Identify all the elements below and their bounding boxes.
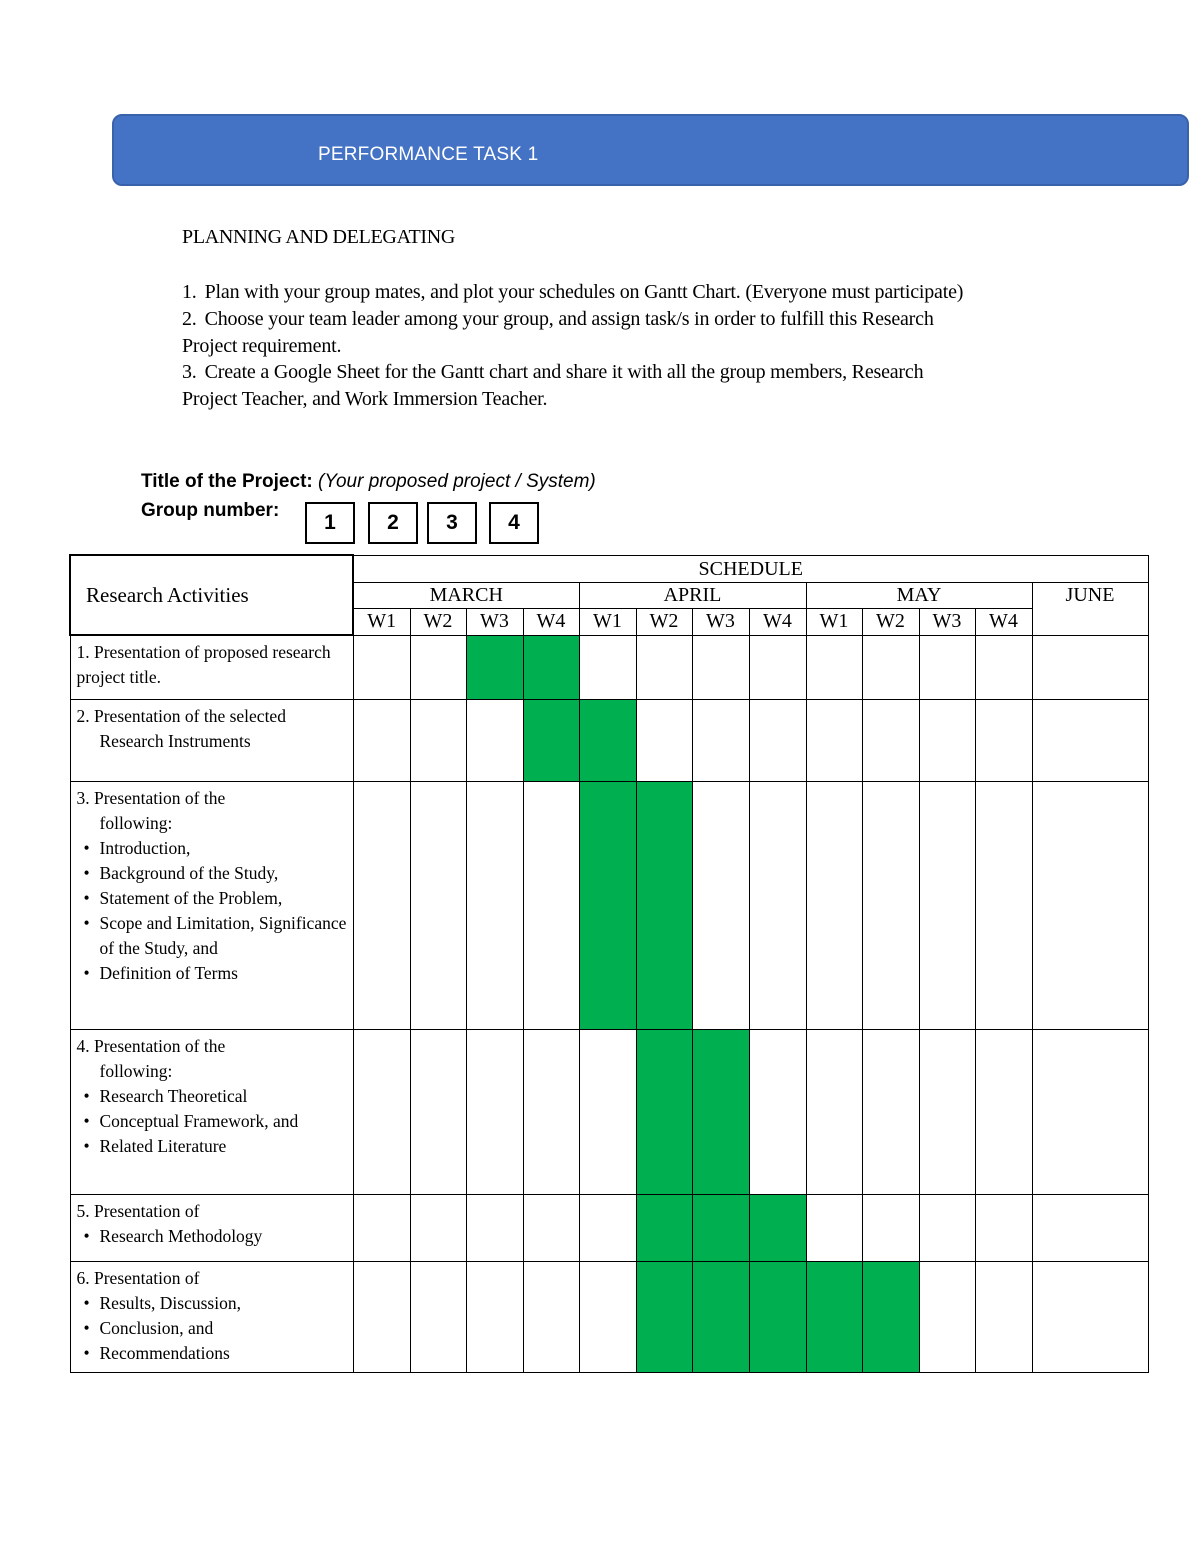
activity-bullet-item: • Recommendations	[77, 1341, 349, 1366]
week-header: W3	[466, 608, 523, 635]
schedule-cell[interactable]	[692, 635, 749, 699]
schedule-cell[interactable]	[862, 699, 919, 781]
bullet-icon: •	[83, 837, 90, 858]
schedule-cell[interactable]	[806, 781, 862, 1029]
schedule-cell-filled[interactable]	[636, 1194, 692, 1261]
activity-bullet-list	[77, 836, 349, 986]
schedule-cell-filled[interactable]	[692, 1261, 749, 1372]
schedule-cell[interactable]	[806, 1194, 862, 1261]
schedule-cell[interactable]	[410, 1029, 466, 1194]
group-number-label: Group number:	[141, 500, 280, 521]
bullet-icon: •	[83, 1135, 90, 1156]
schedule-cell[interactable]	[636, 699, 692, 781]
schedule-cell[interactable]	[862, 635, 919, 699]
activity-row	[70, 781, 1148, 1029]
schedule-cell-filled[interactable]	[523, 635, 579, 699]
schedule-cell[interactable]	[919, 699, 975, 781]
schedule-cell[interactable]	[692, 699, 749, 781]
schedule-cell[interactable]	[919, 1029, 975, 1194]
week-header: W1	[806, 608, 862, 635]
schedule-cell[interactable]	[579, 635, 636, 699]
schedule-cell[interactable]	[523, 1029, 579, 1194]
schedule-cell-filled[interactable]	[636, 1029, 692, 1194]
group-number-box-2[interactable]: 2	[368, 502, 418, 544]
schedule-cell[interactable]	[579, 1261, 636, 1372]
gantt-chart-table	[69, 554, 1149, 1373]
schedule-cell[interactable]	[353, 781, 410, 1029]
activity-bullet-item: • Conclusion, and	[77, 1316, 349, 1341]
activity-bullet-item: • Conceptual Framework, and	[77, 1109, 349, 1134]
group-number-box-4[interactable]: 4	[489, 502, 539, 544]
schedule-cell[interactable]	[353, 1194, 410, 1261]
schedule-cell[interactable]	[410, 1261, 466, 1372]
month-header-may: MAY	[806, 582, 1032, 608]
schedule-cell[interactable]	[862, 1194, 919, 1261]
schedule-cell[interactable]	[862, 1029, 919, 1194]
schedule-header: SCHEDULE	[353, 555, 1148, 582]
schedule-cell[interactable]	[466, 699, 523, 781]
schedule-cell[interactable]	[1032, 699, 1148, 781]
activity-bullet-item: • Statement of the Problem,	[77, 886, 349, 911]
activity-subtitle: Research Instruments	[99, 730, 251, 751]
schedule-cell[interactable]	[806, 1029, 862, 1194]
schedule-cell-filled[interactable]	[692, 1194, 749, 1261]
activity-bullet-item: • Research Theoretical	[77, 1084, 349, 1109]
schedule-cell[interactable]	[975, 635, 1032, 699]
activity-cell	[70, 781, 353, 1029]
title-banner	[112, 114, 1189, 186]
month-header-april: APRIL	[579, 582, 806, 608]
activity-bullet-item: • Background of the Study,	[77, 861, 349, 886]
schedule-cell[interactable]	[523, 1261, 579, 1372]
activity-cell	[70, 635, 353, 699]
schedule-cell-filled[interactable]	[806, 1261, 862, 1372]
schedule-cell[interactable]	[975, 699, 1032, 781]
schedule-cell-filled[interactable]	[692, 1029, 749, 1194]
project-title-label: Title of the Project:	[141, 471, 313, 492]
schedule-cell[interactable]	[975, 1029, 1032, 1194]
schedule-cell[interactable]	[410, 635, 466, 699]
schedule-cell[interactable]	[353, 635, 410, 699]
month-header-march: MARCH	[353, 582, 579, 608]
week-header: W1	[579, 608, 636, 635]
schedule-cell[interactable]	[523, 781, 579, 1029]
activity-row	[70, 1261, 1148, 1372]
bullet-icon: •	[83, 862, 90, 883]
schedule-cell[interactable]	[353, 699, 410, 781]
instruction-item: 2. Choose your team leader among your group, and assign task/s in order to fulfill this Research Project requirement.	[182, 307, 934, 357]
week-header: W3	[919, 608, 975, 635]
schedule-cell-filled[interactable]	[579, 699, 636, 781]
activity-title: 4. Presentation of the	[76, 1035, 226, 1056]
schedule-cell[interactable]	[410, 781, 466, 1029]
instruction-item: 3. Create a Google Sheet for the Gantt chart and share it with all the group members, Research Project Teacher, and Work Immersion Teacher.	[182, 361, 924, 411]
activity-cell	[70, 1194, 353, 1261]
section-heading: PLANNING AND DELEGATING	[182, 226, 456, 248]
schedule-cell[interactable]	[919, 1261, 975, 1372]
week-header: W4	[523, 608, 579, 635]
schedule-cell[interactable]	[410, 1194, 466, 1261]
schedule-cell[interactable]	[749, 1029, 806, 1194]
activity-title: 5. Presentation of	[76, 1200, 200, 1221]
schedule-cell-filled[interactable]	[636, 1261, 692, 1372]
activity-bullet-list	[77, 1291, 349, 1366]
bullet-icon: •	[83, 1225, 90, 1246]
research-activities-header: Research Activities	[70, 555, 353, 635]
schedule-cell-filled[interactable]	[636, 781, 692, 1029]
activity-bullet-list	[77, 1224, 349, 1249]
activity-subtitle: following:	[99, 1060, 173, 1081]
schedule-cell-filled[interactable]	[523, 699, 579, 781]
banner-title: PERFORMANCE TASK 1	[318, 144, 539, 165]
week-header: W3	[692, 608, 749, 635]
schedule-cell[interactable]	[749, 699, 806, 781]
week-header: W2	[862, 608, 919, 635]
schedule-cell[interactable]	[466, 781, 523, 1029]
bullet-icon: •	[83, 887, 90, 908]
schedule-cell[interactable]	[1032, 1261, 1148, 1372]
bullet-icon: •	[83, 1317, 90, 1338]
schedule-cell[interactable]	[1032, 1194, 1148, 1261]
activity-row	[70, 699, 1148, 781]
activity-row	[70, 1029, 1148, 1194]
schedule-cell[interactable]	[692, 781, 749, 1029]
schedule-cell[interactable]	[1032, 635, 1148, 699]
activity-bullet-item: • Related Literature	[77, 1134, 349, 1159]
week-header: W4	[749, 608, 806, 635]
schedule-cell[interactable]	[1032, 781, 1148, 1029]
schedule-cell[interactable]	[975, 781, 1032, 1029]
activity-cell	[70, 699, 353, 781]
schedule-cell[interactable]	[410, 699, 466, 781]
project-title-line	[141, 471, 596, 493]
schedule-cell[interactable]	[579, 1029, 636, 1194]
bullet-icon: •	[83, 1110, 90, 1131]
schedule-cell[interactable]	[466, 1261, 523, 1372]
instructions-list	[182, 279, 982, 413]
schedule-cell[interactable]	[749, 635, 806, 699]
activity-bullet-item: • Introduction,	[77, 836, 349, 861]
schedule-cell[interactable]	[353, 1261, 410, 1372]
schedule-cell[interactable]	[353, 1029, 410, 1194]
activity-bullet-item: • Definition of Terms	[77, 961, 349, 986]
schedule-cell[interactable]	[919, 635, 975, 699]
activity-subtitle: following:	[99, 812, 173, 833]
schedule-cell[interactable]	[806, 635, 862, 699]
activity-bullet-item: • Research Methodology	[77, 1224, 349, 1249]
activity-bullet-item: • Scope and Limitation, Significance of the Study, and	[83, 912, 347, 958]
week-header: W2	[410, 608, 466, 635]
bullet-icon: •	[83, 962, 90, 983]
bullet-icon: •	[83, 1342, 90, 1363]
schedule-cell[interactable]	[806, 699, 862, 781]
schedule-cell-filled[interactable]	[466, 635, 523, 699]
schedule-cell-filled[interactable]	[579, 781, 636, 1029]
week-header: W1	[353, 608, 410, 635]
schedule-cell[interactable]	[579, 1194, 636, 1261]
schedule-cell-filled[interactable]	[862, 1261, 919, 1372]
schedule-cell[interactable]	[636, 635, 692, 699]
schedule-cell[interactable]	[919, 781, 975, 1029]
schedule-cell[interactable]	[466, 1029, 523, 1194]
schedule-cell[interactable]	[919, 1194, 975, 1261]
schedule-cell-filled[interactable]	[749, 1194, 806, 1261]
bullet-icon: •	[83, 1085, 90, 1106]
activity-cell	[70, 1029, 353, 1194]
activity-row	[70, 635, 1148, 699]
schedule-cell[interactable]	[1032, 1029, 1148, 1194]
instruction-item: 1. Plan with your group mates, and plot your schedules on Gantt Chart. (Everyone must participate)	[182, 281, 964, 303]
activity-row	[70, 1194, 1148, 1261]
schedule-cell[interactable]	[466, 1194, 523, 1261]
activity-bullet-list	[77, 1084, 349, 1159]
bullet-icon: •	[83, 1292, 90, 1313]
activity-cell	[70, 1261, 353, 1372]
bullet-icon: •	[83, 912, 90, 933]
project-title-value: (Your proposed project / System)	[318, 471, 596, 492]
group-number-box-1[interactable]: 1	[305, 502, 355, 544]
schedule-cell[interactable]	[975, 1261, 1032, 1372]
schedule-cell-filled[interactable]	[749, 1261, 806, 1372]
activity-title: 6. Presentation of	[76, 1267, 200, 1288]
group-number-box-3[interactable]: 3	[427, 502, 477, 544]
activity-title: 3. Presentation of the	[76, 787, 226, 808]
activity-title: 2. Presentation of the selected	[76, 705, 286, 726]
week-header: W4	[975, 608, 1032, 635]
schedule-cell[interactable]	[749, 781, 806, 1029]
month-header-june: JUNE	[1032, 582, 1148, 635]
activity-title: 1. Presentation of proposed research project title.	[76, 642, 331, 687]
schedule-cell[interactable]	[975, 1194, 1032, 1261]
schedule-cell[interactable]	[523, 1194, 579, 1261]
week-header: W2	[636, 608, 692, 635]
activity-bullet-item: • Results, Discussion,	[77, 1291, 349, 1316]
schedule-cell[interactable]	[862, 781, 919, 1029]
